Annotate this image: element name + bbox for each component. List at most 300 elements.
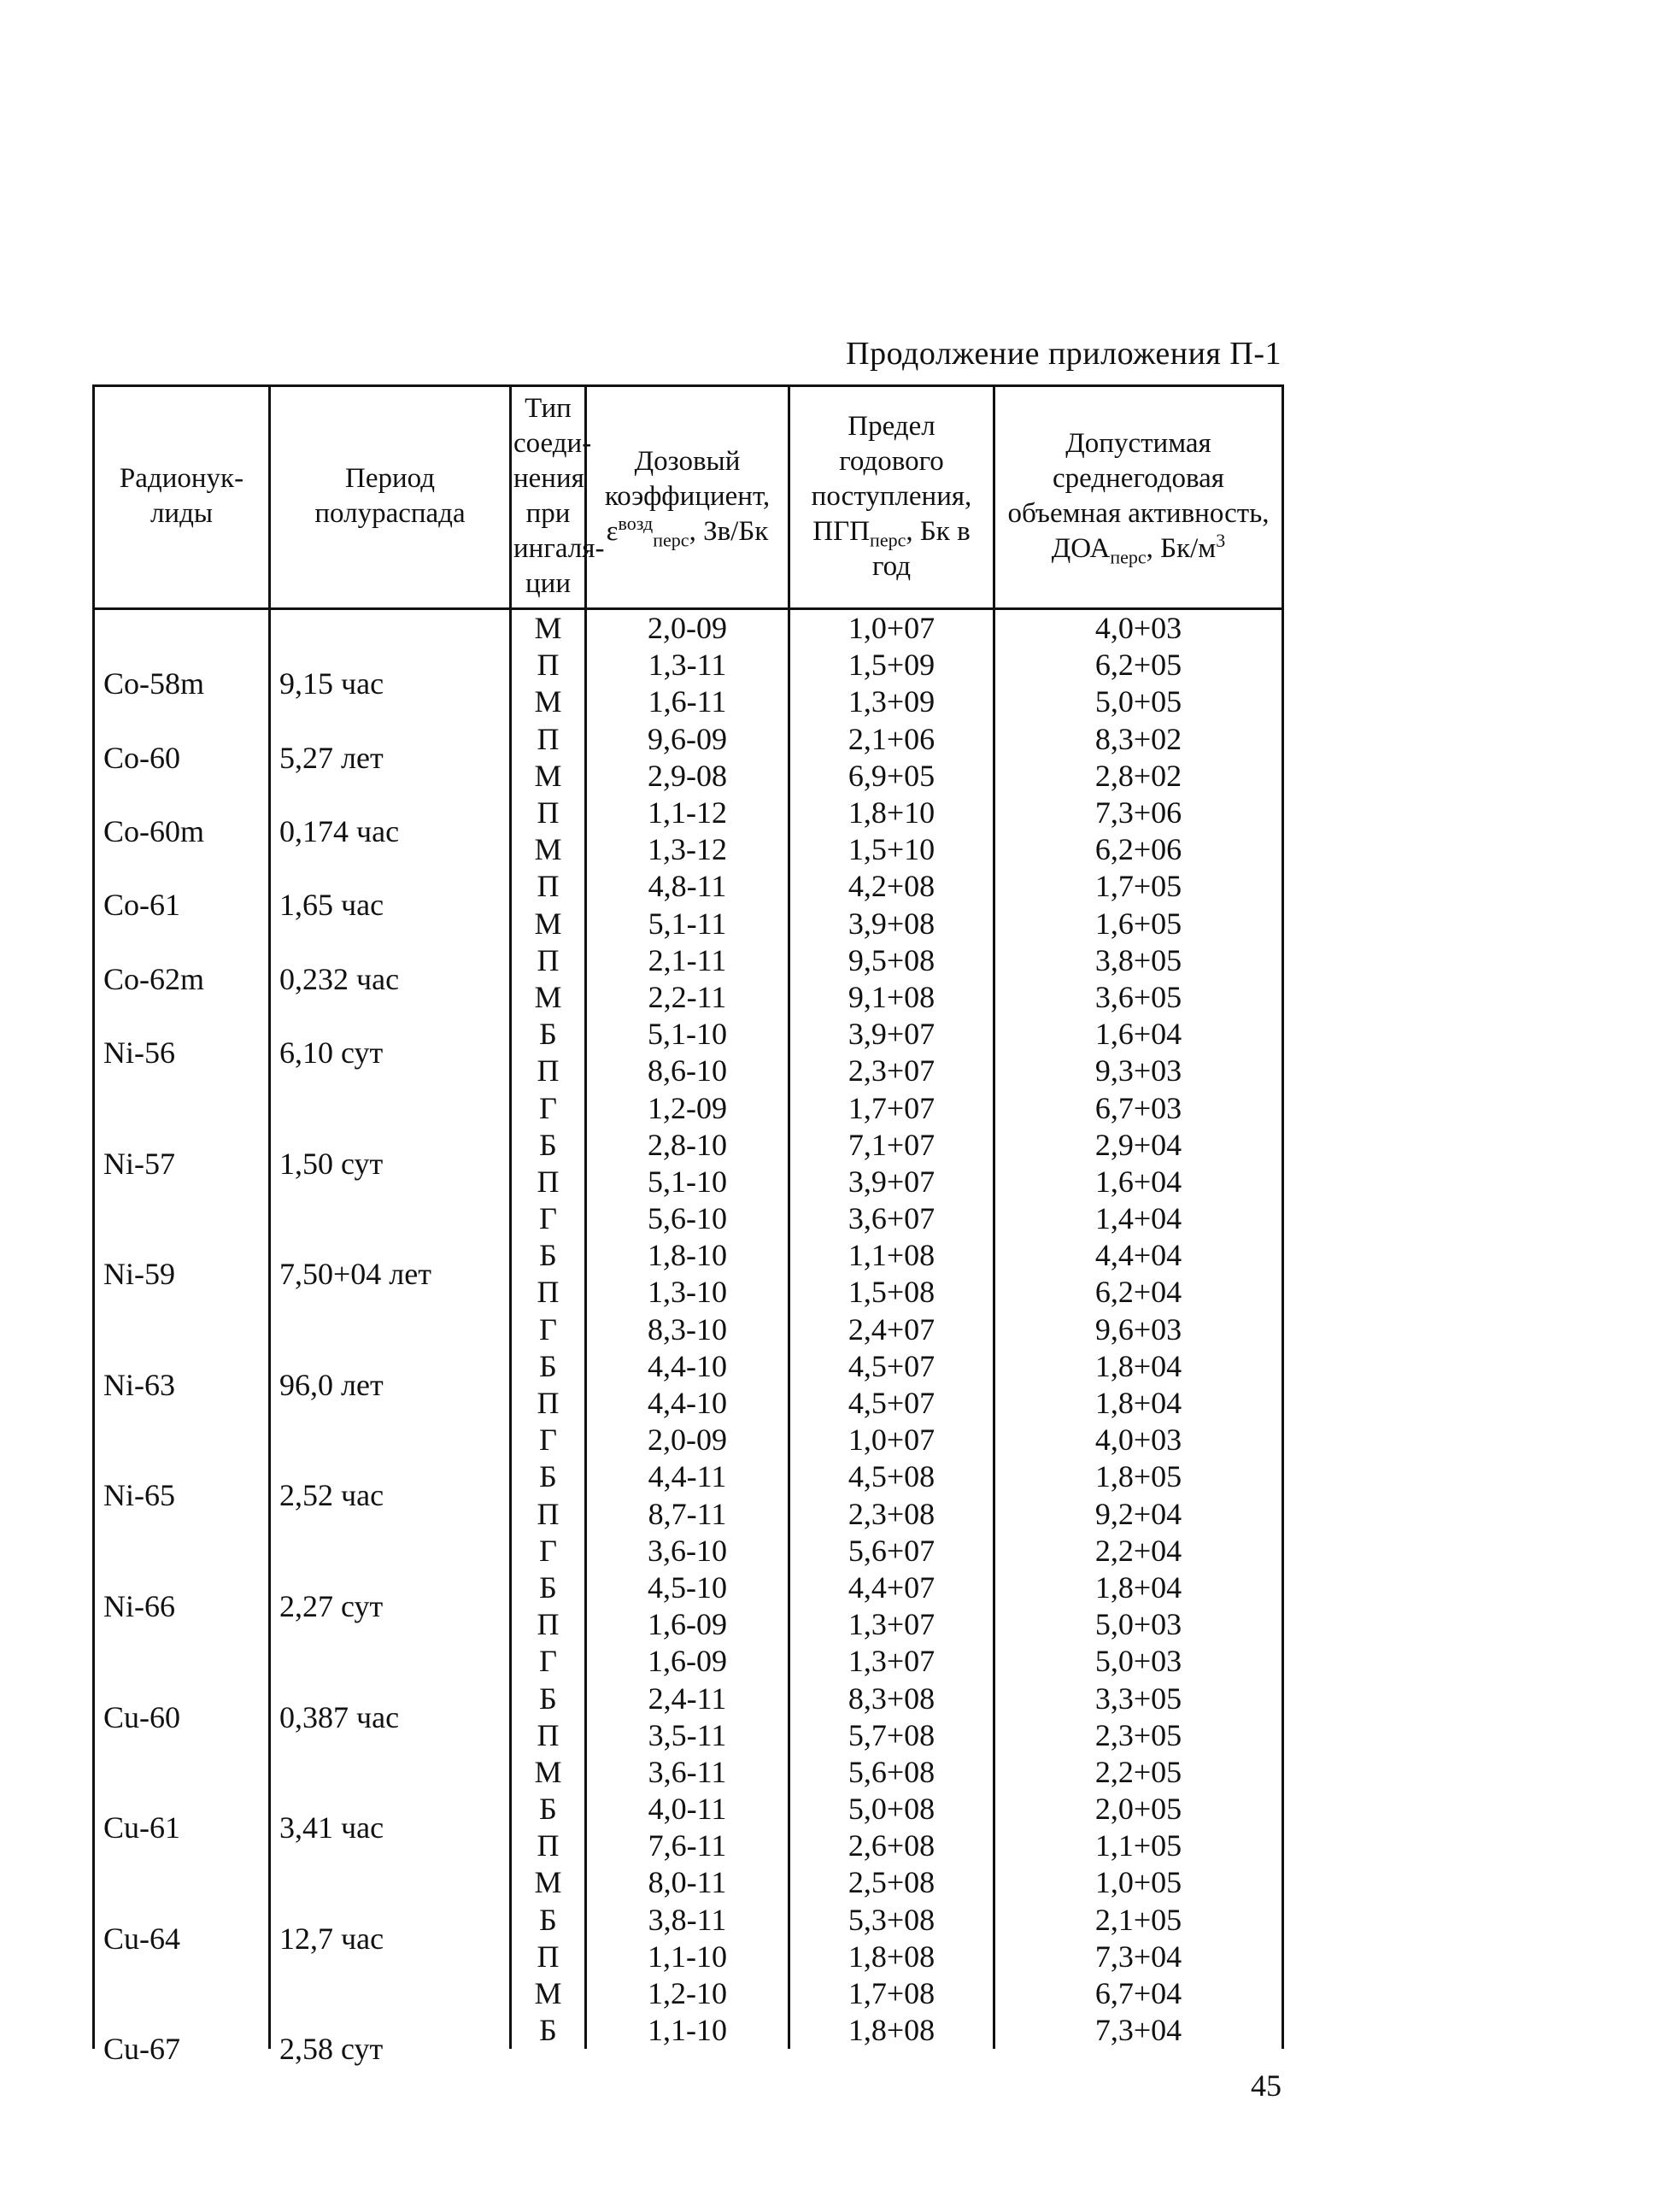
table-row — [94, 647, 1283, 684]
annual-intake-limit-cell: 1,5+08 — [789, 1274, 994, 1311]
half-life-value: 3,41 час — [279, 1810, 384, 1845]
compound-type-cell: П — [511, 1828, 586, 1864]
permissible-activity-cell: 7,3+04 — [994, 1939, 1283, 1975]
annual-intake-limit-cell: 9,5+08 — [789, 942, 994, 979]
annual-intake-limit-cell: 1,8+08 — [789, 1939, 994, 1975]
permissible-activity-cell: 1,8+04 — [994, 1570, 1283, 1606]
compound-type-cell: Б — [511, 2012, 586, 2049]
period-cell — [270, 1975, 511, 2012]
dose-coefficient-cell: 8,7-11 — [586, 1496, 789, 1533]
dose-coefficient-cell: 5,1-10 — [586, 1164, 789, 1200]
compound-type-cell: П — [511, 1274, 586, 1311]
table-row — [94, 1606, 1283, 1643]
half-life-value: 1,65 час — [279, 888, 384, 923]
table-row — [94, 906, 1283, 942]
table-row — [94, 868, 1283, 905]
table-row — [94, 1237, 1283, 1274]
annual-intake-limit-cell: 4,4+07 — [789, 1570, 994, 1606]
half-life-value: 96,0 лет — [279, 1367, 384, 1402]
compound-type-cell: Г — [511, 1200, 586, 1237]
nuclide-cell — [94, 868, 270, 923]
table-row — [94, 609, 1283, 648]
header-dose-sub: перс — [653, 529, 689, 551]
compound-type-cell: М — [511, 906, 586, 942]
compound-type-cell: М — [511, 1864, 586, 1901]
compound-type-cell: Г — [511, 1311, 586, 1348]
permissible-activity-cell: 1,6+04 — [994, 1016, 1283, 1053]
compound-type-cell: Б — [511, 1680, 586, 1716]
table-row — [94, 1496, 1283, 1533]
annual-intake-limit-cell: 1,7+07 — [789, 1089, 994, 1126]
period-cell — [270, 1791, 511, 1845]
period-cell — [270, 1089, 511, 1126]
permissible-activity-cell: 4,0+03 — [994, 1422, 1283, 1458]
compound-type-cell: Б — [511, 1791, 586, 1828]
period-cell — [270, 2012, 511, 2067]
half-life-value: 0,387 час — [279, 1699, 400, 1734]
compound-type-cell: М — [511, 831, 586, 868]
period-cell — [270, 1127, 511, 1181]
period-cell — [270, 1348, 511, 1402]
compound-type-cell: Б — [511, 1458, 586, 1495]
annual-intake-limit-cell: 3,9+07 — [789, 1164, 994, 1200]
dose-coefficient-cell: 4,4-11 — [586, 1458, 789, 1495]
dose-coefficient-cell: 3,6-10 — [586, 1533, 789, 1570]
annual-intake-limit-cell: 8,3+08 — [789, 1680, 994, 1716]
permissible-activity-cell: 2,2+04 — [994, 1533, 1283, 1570]
period-cell — [270, 609, 511, 648]
period-cell — [270, 721, 511, 775]
permissible-activity-cell: 1,7+05 — [994, 868, 1283, 905]
nuclide-cell — [94, 2012, 270, 2067]
nuclide-cell — [94, 1089, 270, 1126]
compound-type-cell: Г — [511, 1089, 586, 1126]
table-row — [94, 795, 1283, 831]
dose-coefficient-cell: 1,6-09 — [586, 1643, 789, 1680]
period-cell — [270, 1200, 511, 1237]
dose-coefficient-cell: 1,8-10 — [586, 1237, 789, 1274]
period-cell — [270, 1680, 511, 1734]
compound-type-cell: П — [511, 1385, 586, 1422]
dose-coefficient-cell: 1,6-11 — [586, 684, 789, 720]
nuclide-name: Ni-59 — [103, 1257, 175, 1292]
table-row — [94, 1643, 1283, 1680]
nuclide-name: Co-60 — [103, 740, 180, 775]
dose-coefficient-cell: 4,5-10 — [586, 1570, 789, 1606]
nuclide-name: Co-62m — [103, 961, 205, 996]
data-table-container — [92, 384, 1282, 2067]
half-life-value: 2,52 час — [279, 1478, 384, 1513]
table-row — [94, 2012, 1283, 2049]
permissible-activity-cell: 1,8+04 — [994, 1348, 1283, 1385]
period-cell — [270, 1754, 511, 1791]
permissible-activity-cell: 4,4+04 — [994, 1237, 1283, 1274]
table-row — [94, 1939, 1283, 1975]
annual-intake-limit-cell: 1,5+10 — [789, 831, 994, 868]
compound-type-cell: Б — [511, 1237, 586, 1274]
period-cell — [270, 795, 511, 849]
dose-coefficient-cell: 7,6-11 — [586, 1828, 789, 1864]
compound-type-cell: П — [511, 1717, 586, 1754]
table-row — [94, 1053, 1283, 1089]
table-row — [94, 1680, 1283, 1716]
dose-coefficient-cell: 4,8-11 — [586, 868, 789, 905]
dose-coefficient-cell: 3,6-11 — [586, 1754, 789, 1791]
table-row — [94, 1385, 1283, 1422]
header-doa-main: Допустимая среднегодовая объемная активность, — [1007, 428, 1270, 529]
annual-intake-limit-cell: 9,1+08 — [789, 979, 994, 1016]
dose-coefficient-cell: 3,5-11 — [586, 1717, 789, 1754]
table-row — [94, 1458, 1283, 1495]
page-number: 45 — [1251, 2068, 1282, 2103]
nuclide-name: Ni-66 — [103, 1588, 175, 1623]
dose-coefficient-cell: 4,4-10 — [586, 1385, 789, 1422]
annual-intake-limit-cell: 2,1+06 — [789, 721, 994, 758]
dose-coefficient-cell: 1,1-12 — [586, 795, 789, 831]
dose-coefficient-cell: 2,1-11 — [586, 942, 789, 979]
period-cell — [270, 1570, 511, 1623]
period-cell — [270, 1533, 511, 1570]
nuclide-cell — [94, 1311, 270, 1348]
permissible-activity-cell: 5,0+03 — [994, 1643, 1283, 1680]
permissible-activity-cell: 1,0+05 — [994, 1864, 1283, 1901]
compound-type-cell: Б — [511, 1348, 586, 1385]
half-life-value: 1,50 сут — [279, 1146, 384, 1181]
table-row — [94, 979, 1283, 1016]
dose-coefficient-cell: 2,0-09 — [586, 609, 789, 648]
annual-intake-limit-cell: 2,4+07 — [789, 1311, 994, 1348]
compound-type-cell: Г — [511, 1422, 586, 1458]
table-row — [94, 1089, 1283, 1126]
annual-intake-limit-cell: 5,3+08 — [789, 1902, 994, 1939]
permissible-activity-cell: 3,3+05 — [994, 1680, 1283, 1716]
header-ppp-abbr: ПГП — [812, 515, 871, 547]
compound-type-cell: П — [511, 1164, 586, 1200]
dose-coefficient-cell: 1,2-09 — [586, 1089, 789, 1126]
table-row — [94, 1164, 1283, 1200]
annual-intake-limit-cell: 7,1+07 — [789, 1127, 994, 1164]
nuclide-cell — [94, 721, 270, 775]
nuclide-cell — [94, 1680, 270, 1734]
permissible-activity-cell: 5,0+05 — [994, 684, 1283, 720]
header-dose-unit: , Зв/Бк — [689, 515, 769, 547]
permissible-activity-cell: 9,2+04 — [994, 1496, 1283, 1533]
permissible-activity-cell: 9,3+03 — [994, 1053, 1283, 1089]
annual-intake-limit-cell: 5,0+08 — [789, 1791, 994, 1828]
header-doa-unit: , Бк/м — [1146, 533, 1217, 564]
annual-intake-limit-cell: 4,5+07 — [789, 1385, 994, 1422]
permissible-activity-cell: 3,6+05 — [994, 979, 1283, 1016]
permissible-activity-cell: 7,3+04 — [994, 2012, 1283, 2049]
compound-type-cell: П — [511, 1496, 586, 1533]
header-ppp-sub: перс — [870, 529, 906, 551]
header-dose-main: Дозовый коэффициент, — [604, 445, 771, 512]
permissible-activity-cell: 6,7+04 — [994, 1975, 1283, 2012]
dose-coefficient-cell: 5,1-11 — [586, 906, 789, 942]
compound-type-cell: П — [511, 942, 586, 979]
dose-coefficient-cell: 8,6-10 — [586, 1053, 789, 1089]
half-life-value: 9,15 час — [279, 666, 384, 701]
table-row — [94, 684, 1283, 720]
annual-intake-limit-cell: 1,3+07 — [789, 1606, 994, 1643]
period-cell — [270, 1864, 511, 1901]
annual-intake-limit-cell: 5,6+07 — [789, 1533, 994, 1570]
period-cell — [270, 1902, 511, 1956]
table-row — [94, 1348, 1283, 1385]
header-type: Тип соеди-нения при ингаля-ции — [511, 386, 586, 609]
nuclide-name: Ni-57 — [103, 1146, 175, 1181]
period-cell — [270, 1643, 511, 1680]
annual-intake-limit-cell: 3,9+07 — [789, 1016, 994, 1053]
nuclide-cell — [94, 1016, 270, 1071]
compound-type-cell: М — [511, 758, 586, 795]
period-cell — [270, 1016, 511, 1071]
dose-coefficient-cell: 8,3-10 — [586, 1311, 789, 1348]
nuclide-name: Cu-61 — [103, 1810, 180, 1845]
nuclide-cell — [94, 1754, 270, 1791]
compound-type-cell: П — [511, 1053, 586, 1089]
table-row — [94, 942, 1283, 979]
table-row — [94, 758, 1283, 795]
dose-coefficient-cell: 2,0-09 — [586, 1422, 789, 1458]
table-row — [94, 1717, 1283, 1754]
annual-intake-limit-cell: 5,7+08 — [789, 1717, 994, 1754]
annual-intake-limit-cell: 1,5+09 — [789, 647, 994, 684]
compound-type-cell: М — [511, 979, 586, 1016]
dose-coefficient-cell: 8,0-11 — [586, 1864, 789, 1901]
header-dose-sup: возд — [618, 512, 654, 534]
permissible-activity-cell: 6,2+05 — [994, 647, 1283, 684]
permissible-activity-cell: 1,1+05 — [994, 1828, 1283, 1864]
period-cell — [270, 942, 511, 996]
permissible-activity-cell: 2,2+05 — [994, 1754, 1283, 1791]
annual-intake-limit-cell: 1,3+09 — [789, 684, 994, 720]
permissible-activity-cell: 1,6+04 — [994, 1164, 1283, 1200]
nuclide-cell — [94, 1200, 270, 1237]
half-life-value: 2,27 сут — [279, 1588, 384, 1623]
compound-type-cell: П — [511, 795, 586, 831]
annual-intake-limit-cell: 3,9+08 — [789, 906, 994, 942]
table-row — [94, 1533, 1283, 1570]
nuclide-cell — [94, 609, 270, 648]
table-header-row — [94, 386, 1283, 609]
header-dose-symbol: ε — [606, 515, 619, 547]
header-doa — [994, 386, 1283, 609]
permissible-activity-cell: 5,0+03 — [994, 1606, 1283, 1643]
period-cell — [270, 1422, 511, 1458]
dose-coefficient-cell: 1,1-10 — [586, 2012, 789, 2049]
annual-intake-limit-cell: 1,0+07 — [789, 1422, 994, 1458]
period-cell — [270, 868, 511, 923]
annual-intake-limit-cell: 2,3+07 — [789, 1053, 994, 1089]
header-ppp-main: Предел годового поступления, — [811, 410, 972, 512]
header-ppp-unit: , Бк в год — [871, 515, 971, 582]
permissible-activity-cell: 1,6+05 — [994, 906, 1283, 942]
nuclide-name: Co-61 — [103, 888, 180, 923]
nuclide-cell — [94, 1902, 270, 1956]
nuclide-cell — [94, 1864, 270, 1901]
nuclide-name: Co-58m — [103, 666, 205, 701]
nuclide-name: Cu-67 — [103, 2032, 180, 2067]
half-life-value: 0,232 час — [279, 961, 400, 996]
table-row — [94, 1975, 1283, 2012]
half-life-value: 12,7 час — [279, 1921, 384, 1956]
table-row — [94, 1754, 1283, 1791]
permissible-activity-cell: 6,2+04 — [994, 1274, 1283, 1311]
nuclide-cell — [94, 1791, 270, 1845]
radionuclide-table — [92, 384, 1284, 2067]
annual-intake-limit-cell: 2,6+08 — [789, 1828, 994, 1864]
nuclide-cell — [94, 1348, 270, 1402]
half-life-value: 7,50+04 лет — [279, 1257, 431, 1292]
permissible-activity-cell: 1,8+04 — [994, 1385, 1283, 1422]
compound-type-cell: П — [511, 868, 586, 905]
permissible-activity-cell: 3,8+05 — [994, 942, 1283, 979]
nuclide-cell — [94, 1422, 270, 1458]
compound-type-cell: М — [511, 684, 586, 720]
permissible-activity-cell: 2,8+02 — [994, 758, 1283, 795]
dose-coefficient-cell: 1,1-10 — [586, 1939, 789, 1975]
table-row — [94, 1016, 1283, 1053]
half-life-value: 0,174 час — [279, 814, 400, 849]
annual-intake-limit-cell: 1,8+10 — [789, 795, 994, 831]
annual-intake-limit-cell: 2,3+08 — [789, 1496, 994, 1533]
nuclide-cell — [94, 1533, 270, 1570]
compound-type-cell: Б — [511, 1016, 586, 1053]
compound-type-cell: М — [511, 1754, 586, 1791]
compound-type-cell: М — [511, 1975, 586, 2012]
header-doa-sub: перс — [1110, 546, 1147, 568]
permissible-activity-cell: 2,1+05 — [994, 1902, 1283, 1939]
compound-type-cell: П — [511, 647, 586, 684]
annual-intake-limit-cell: 1,0+07 — [789, 609, 994, 648]
compound-type-cell: Г — [511, 1643, 586, 1680]
dose-coefficient-cell: 4,0-11 — [586, 1791, 789, 1828]
dose-coefficient-cell: 5,1-10 — [586, 1016, 789, 1053]
dose-coefficient-cell: 2,9-08 — [586, 758, 789, 795]
table-row — [94, 1422, 1283, 1458]
nuclide-cell — [94, 942, 270, 996]
compound-type-cell: П — [511, 1606, 586, 1643]
nuclide-name: Ni-65 — [103, 1478, 175, 1513]
half-life-value: 6,10 сут — [279, 1036, 384, 1071]
annual-intake-limit-cell: 6,9+05 — [789, 758, 994, 795]
period-cell — [270, 1237, 511, 1292]
dose-coefficient-cell: 4,4-10 — [586, 1348, 789, 1385]
table-row — [94, 831, 1283, 868]
nuclide-name: Cu-64 — [103, 1921, 180, 1956]
permissible-activity-cell: 7,3+06 — [994, 795, 1283, 831]
header-doa-abbr: ДОА — [1051, 533, 1111, 564]
half-life-value: 5,27 лет — [279, 740, 384, 775]
nuclide-name: Co-60m — [103, 814, 205, 849]
dose-coefficient-cell: 2,2-11 — [586, 979, 789, 1016]
permissible-activity-cell: 6,2+06 — [994, 831, 1283, 868]
table-row — [94, 1791, 1283, 1828]
dose-coefficient-cell: 5,6-10 — [586, 1200, 789, 1237]
nuclide-cell — [94, 1975, 270, 2012]
table-row — [94, 721, 1283, 758]
permissible-activity-cell: 1,8+05 — [994, 1458, 1283, 1495]
nuclide-cell — [94, 647, 270, 701]
permissible-activity-cell: 2,3+05 — [994, 1717, 1283, 1754]
dose-coefficient-cell: 2,4-11 — [586, 1680, 789, 1716]
annual-intake-limit-cell: 2,5+08 — [789, 1864, 994, 1901]
permissible-activity-cell: 2,0+05 — [994, 1791, 1283, 1828]
compound-type-cell: Б — [511, 1127, 586, 1164]
compound-type-cell: Г — [511, 1533, 586, 1570]
table-row — [94, 1274, 1283, 1311]
half-life-value: 2,58 сут — [279, 2032, 384, 2067]
table-row — [94, 1200, 1283, 1237]
permissible-activity-cell: 4,0+03 — [994, 609, 1283, 648]
dose-coefficient-cell: 1,3-10 — [586, 1274, 789, 1311]
compound-type-cell: М — [511, 609, 586, 648]
nuclide-cell — [94, 1237, 270, 1292]
header-dose — [586, 386, 789, 609]
header-period: Период полураспада — [270, 386, 511, 609]
annual-intake-limit-cell: 1,1+08 — [789, 1237, 994, 1274]
permissible-activity-cell: 2,9+04 — [994, 1127, 1283, 1164]
annual-intake-limit-cell: 4,2+08 — [789, 868, 994, 905]
dose-coefficient-cell: 3,8-11 — [586, 1902, 789, 1939]
page-title: Продолжение приложения П-1 — [846, 336, 1282, 372]
header-nuclide: Радионук-лиды — [94, 386, 270, 609]
annual-intake-limit-cell: 3,6+07 — [789, 1200, 994, 1237]
permissible-activity-cell: 6,7+03 — [994, 1089, 1283, 1126]
table-row — [94, 1828, 1283, 1864]
nuclide-cell — [94, 1570, 270, 1623]
table-row — [94, 1570, 1283, 1606]
compound-type-cell: Б — [511, 1902, 586, 1939]
header-doa-sup: 3 — [1216, 530, 1226, 551]
period-cell — [270, 647, 511, 701]
permissible-activity-cell: 9,6+03 — [994, 1311, 1283, 1348]
dose-coefficient-cell: 2,8-10 — [586, 1127, 789, 1164]
table-row — [94, 1311, 1283, 1348]
nuclide-cell — [94, 1458, 270, 1513]
dose-coefficient-cell: 1,3-12 — [586, 831, 789, 868]
permissible-activity-cell: 8,3+02 — [994, 721, 1283, 758]
table-body — [94, 609, 1283, 2067]
dose-coefficient-cell: 1,3-11 — [586, 647, 789, 684]
annual-intake-limit-cell: 5,6+08 — [789, 1754, 994, 1791]
annual-intake-limit-cell: 1,7+08 — [789, 1975, 994, 2012]
dose-coefficient-cell: 1,2-10 — [586, 1975, 789, 2012]
annual-intake-limit-cell: 1,3+07 — [789, 1643, 994, 1680]
annual-intake-limit-cell: 1,8+08 — [789, 2012, 994, 2049]
dose-coefficient-cell: 9,6-09 — [586, 721, 789, 758]
compound-type-cell: Б — [511, 1570, 586, 1606]
period-cell — [270, 1458, 511, 1513]
table-row — [94, 1127, 1283, 1164]
nuclide-name: Cu-60 — [103, 1699, 180, 1734]
period-cell — [270, 1311, 511, 1348]
nuclide-cell — [94, 1643, 270, 1680]
nuclide-name: Ni-63 — [103, 1367, 175, 1402]
annual-intake-limit-cell: 4,5+07 — [789, 1348, 994, 1385]
permissible-activity-cell: 1,4+04 — [994, 1200, 1283, 1237]
compound-type-cell: П — [511, 1939, 586, 1975]
compound-type-cell: П — [511, 721, 586, 758]
nuclide-cell — [94, 1127, 270, 1181]
header-ppp — [789, 386, 994, 609]
dose-coefficient-cell: 1,6-09 — [586, 1606, 789, 1643]
nuclide-cell — [94, 795, 270, 849]
table-row — [94, 1864, 1283, 1901]
nuclide-name: Ni-56 — [103, 1036, 175, 1071]
annual-intake-limit-cell: 4,5+08 — [789, 1458, 994, 1495]
